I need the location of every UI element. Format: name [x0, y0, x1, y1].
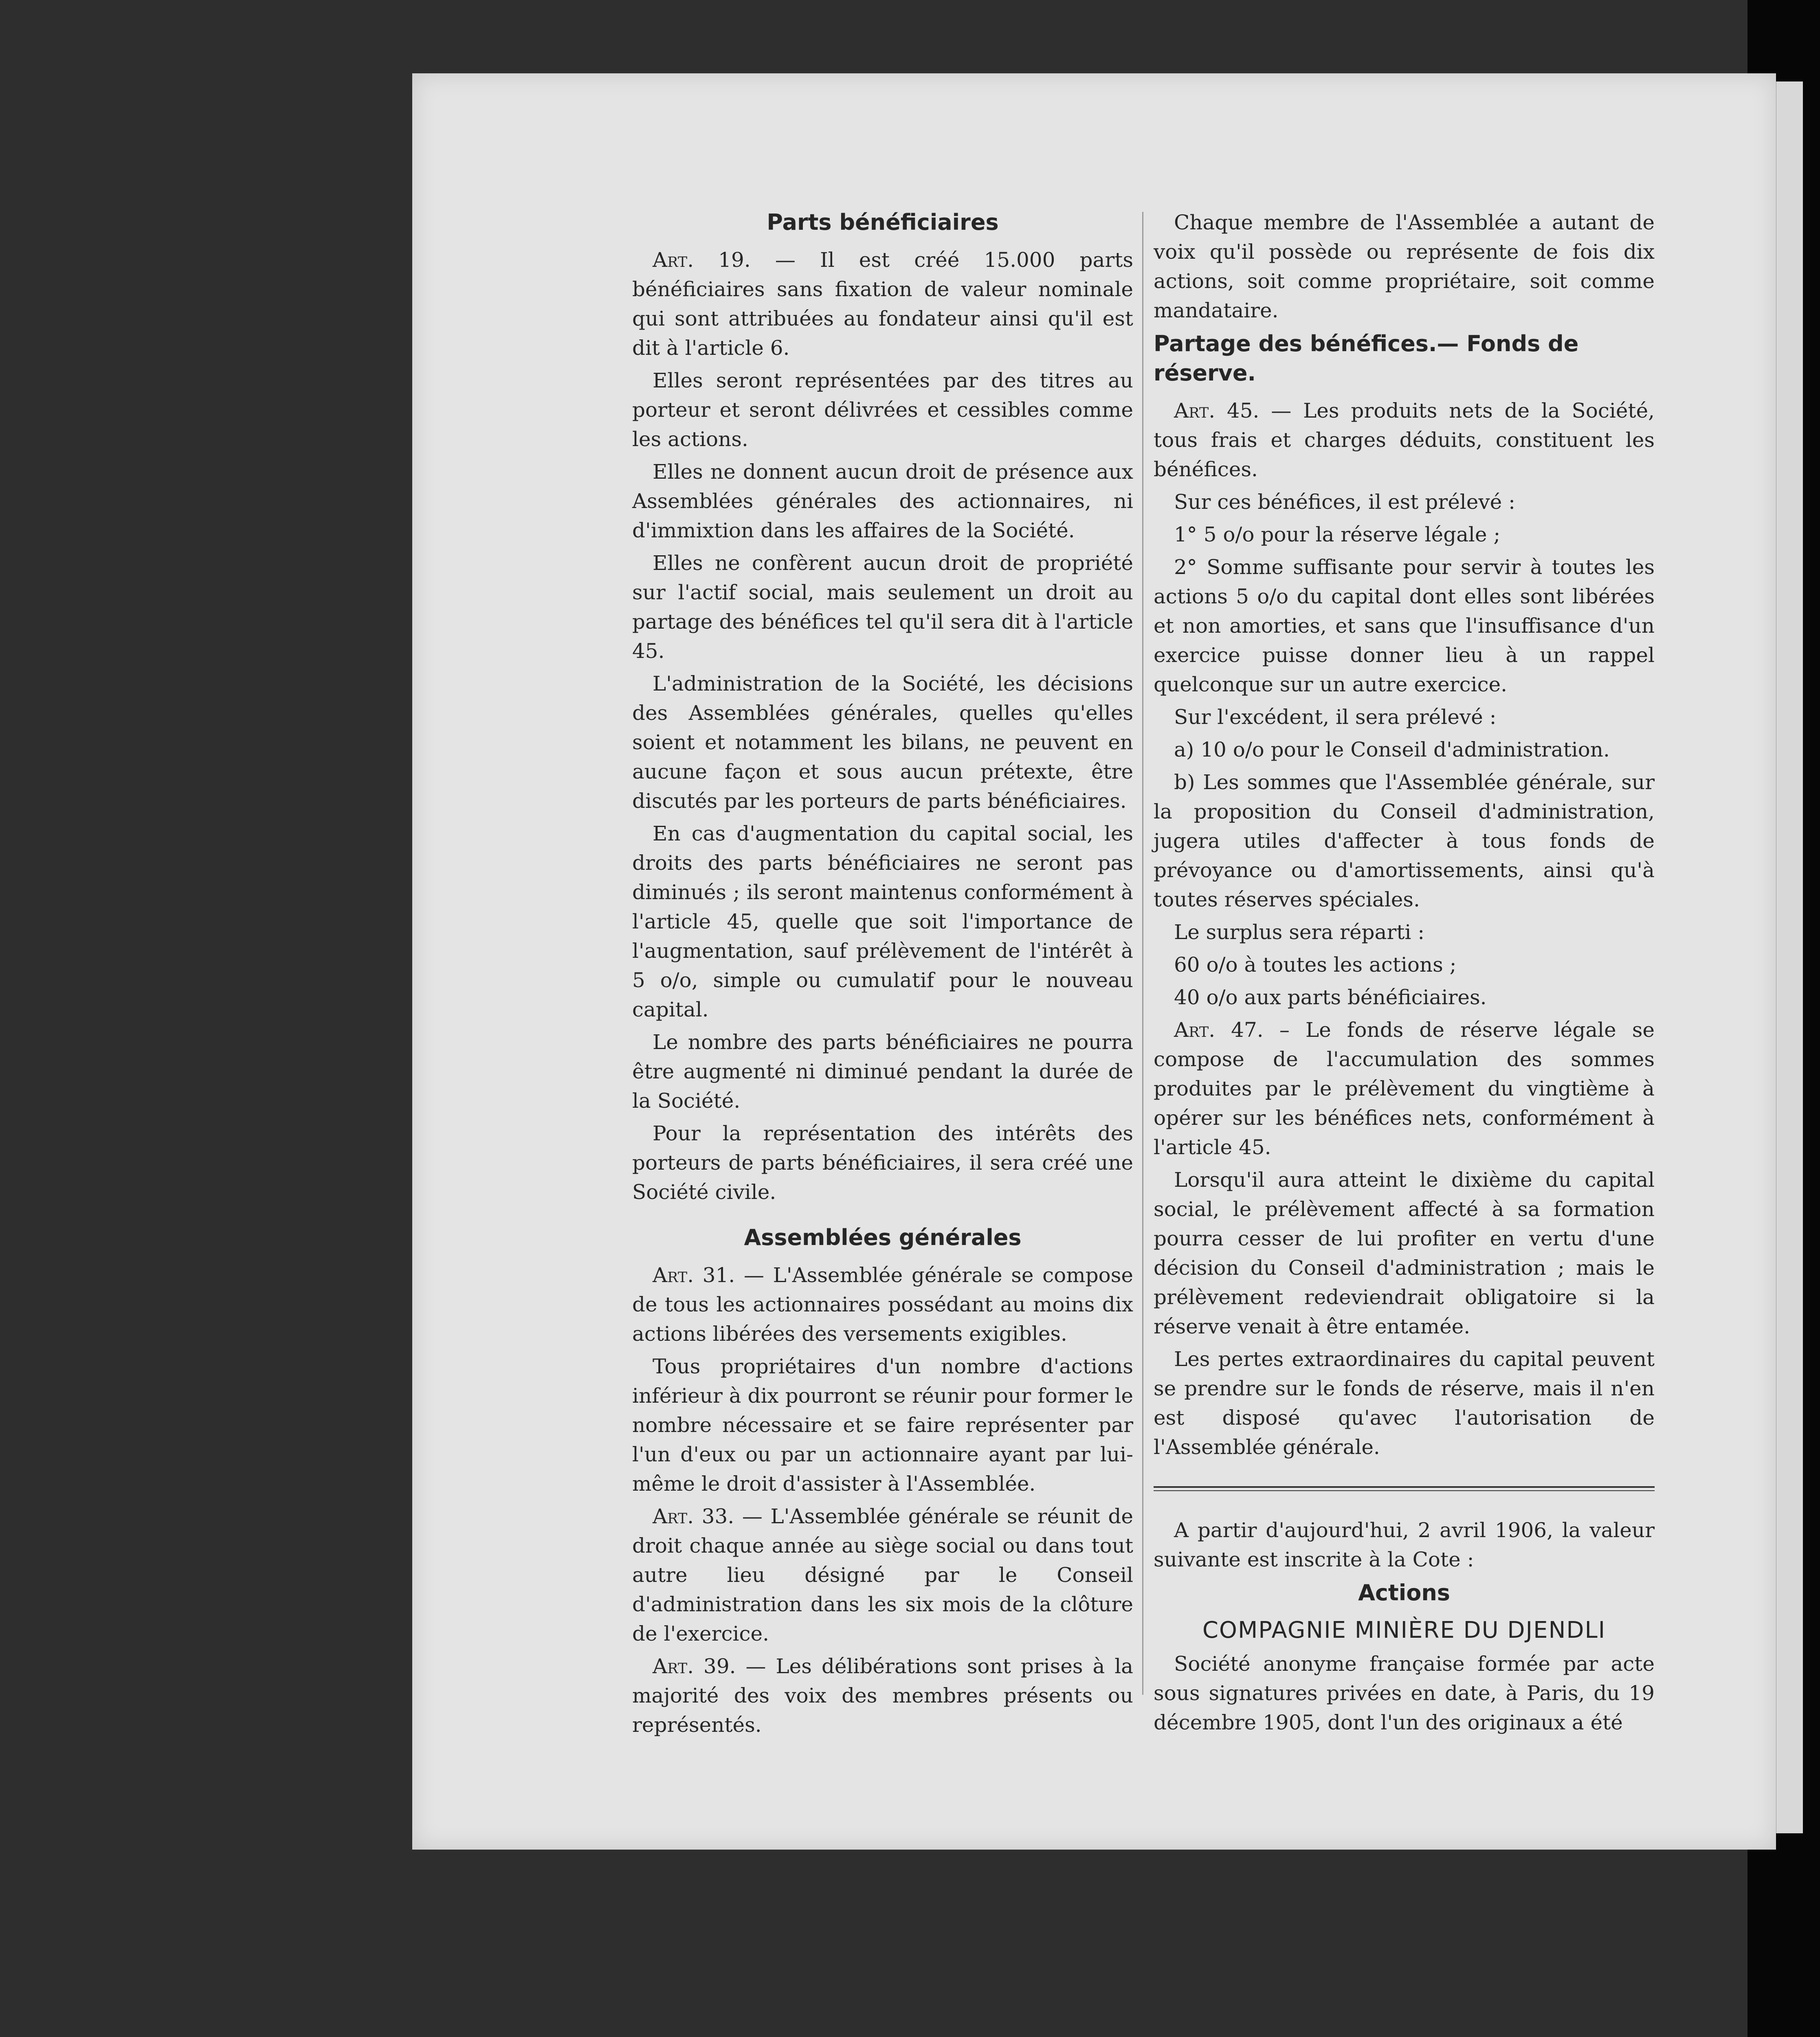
paragraph: Société anonyme française formée par acte sous signatures privées en date, à Paris, du 19 décembre 1905, dont l'un des originaux a été: [1154, 1652, 1655, 1734]
paragraph: Le surplus sera réparti :: [1174, 920, 1425, 944]
paragraph: Art. 19. — Il est créé 15.000 parts bénéficiaires sans fixation de valeur nominale qui sont attribuées au fondateur ainsi qu'il est dit à l'article 6.: [632, 248, 1133, 360]
paragraph: L'administration de la Société, les décisions des Assemblées générales, quelles qu'elles soient et notamment les bilans, ne peuvent en aucune façon et sous aucun prétexte, être discutés par les porteurs de parts bénéficiaires.: [632, 672, 1133, 813]
paragraph: Tous propriétaires d'un nombre d'actions inférieur à dix pourront se réunir pour former le nombre nécessaire et se faire représenter par l'un d'eux ou par un actionnaire ayant par lui-même le droit d'assister à l'Assemblée.: [632, 1355, 1133, 1496]
paragraph: En cas d'augmentation du capital social, les droits des parts bénéficiaires ne seront pas diminués ; ils seront maintenus conformément à l'article 45, quelle que soit l'importance de l'augmentation, sauf prélèvement de l'intérêt à 5 o/o, simple ou cumulatif pour le nouveau capital.: [632, 822, 1133, 1021]
article-number: Art. 47.: [1174, 1018, 1264, 1042]
column-divider: [1142, 212, 1143, 1695]
right-column: [1154, 208, 1655, 1740]
paragraph: 1° 5 o/o pour la réserve légale ;: [1174, 523, 1501, 546]
paragraph: 60 o/o à toutes les actions ;: [1174, 953, 1457, 977]
heading-parts-beneficiaires: Parts bénéficiaires: [767, 209, 999, 235]
paragraph: Elles ne confèrent aucun droit de propriété sur l'actif social, mais seulement un droit au partage des bénéfices tel qu'il sera dit à l'article 45.: [632, 551, 1133, 663]
heading-partage-des-benefices: Partage des bénéfices.— Fonds de réserve.: [1154, 331, 1579, 386]
section-rule: [1154, 1486, 1655, 1488]
article-number: Art. 19.: [653, 248, 751, 272]
company-name: COMPAGNIE MINIÈRE DU DJENDLI: [1202, 1617, 1606, 1643]
article-number: Art. 45.: [1174, 399, 1259, 422]
paragraph: Elles seront représentées par des titres au porteur et seront délivrées et cessibles comme les actions.: [632, 369, 1133, 451]
paragraph: Sur ces bénéfices, il est prélevé :: [1174, 490, 1515, 514]
paragraph: Art. 31. — L'Assemblée générale se compose de tous les actionnaires possédant au moins dix actions libérées des versements exigibles.: [632, 1263, 1133, 1346]
paragraph: a) 10 o/o pour le Conseil d'administration.: [1174, 738, 1610, 761]
paragraph: Elles ne donnent aucun droit de présence aux Assemblées générales des actionnaires, ni d'immixtion dans les affaires de la Société.: [632, 460, 1133, 542]
paragraph: Lorsqu'il aura atteint le dixième du capital social, le prélèvement affecté à sa formation pourra cesser de lui profiter en vertu d'une décision du Conseil d'administration ; mais le prélèvement redeviendrait obligatoire si la réserve venait à être entamée.: [1154, 1168, 1655, 1338]
paragraph: A partir d'aujourd'hui, 2 avril 1906, la valeur suivante est inscrite à la Cote :: [1154, 1518, 1655, 1571]
paragraph: b) Les sommes que l'Assemblée générale, sur la proposition du Conseil d'administration, jugera utiles d'affecter à tous fonds de prévoyance ou d'amortissements, ainsi qu'à toutes réserves spéciales.: [1154, 770, 1655, 911]
paragraph: Art. 39. — Les délibérations sont prises à la majorité des voix des membres présents ou représentés.: [632, 1654, 1133, 1737]
next-page-edge: [1774, 81, 1803, 1833]
heading-assemblees-generales: Assemblées générales: [744, 1225, 1022, 1250]
article-number: Art. 31.: [653, 1263, 735, 1287]
paragraph: Art. 45. — Les produits nets de la Société, tous frais et charges déduits, constituent les bénéfices.: [1154, 399, 1655, 481]
left-column: [632, 208, 1133, 1743]
paragraph: 40 o/o aux parts bénéficiaires.: [1174, 986, 1487, 1009]
document-page: [412, 73, 1776, 1850]
paragraph: Le nombre des parts bénéficiaires ne pourra être augmenté ni diminué pendant la durée de la Société.: [632, 1030, 1133, 1113]
paragraph: Sur l'excédent, il sera prélevé :: [1174, 705, 1497, 729]
paragraph: Pour la représentation des intérêts des porteurs de parts bénéficiaires, il sera créé une Société civile.: [632, 1122, 1133, 1204]
paragraph: Art. 33. — L'Assemblée générale se réunit de droit chaque année au siège social ou dans tout autre lieu désigné par le Conseil d'administration dans les six mois de la clôture de l'exercice.: [632, 1505, 1133, 1645]
section-rule-thin: [1154, 1490, 1655, 1491]
heading-actions: Actions: [1358, 1580, 1450, 1606]
paragraph: Chaque membre de l'Assemblée a autant de voix qu'il possède ou représente de fois dix actions, soit comme propriétaire, soit comme mandataire.: [1154, 211, 1655, 322]
paragraph: Les pertes extraordinaires du capital peuvent se prendre sur le fonds de réserve, mais il n'en est disposé qu'avec l'autorisation de l'Assemblée générale.: [1154, 1347, 1655, 1459]
article-number: Art. 39.: [653, 1654, 736, 1678]
article-number: Art. 33.: [653, 1505, 734, 1528]
paragraph: 2° Somme suffisante pour servir à toutes les actions 5 o/o du capital dont elles sont libérées et non amorties, et sans que l'insuffisance d'un exercice puisse donner lieu à un rappel quelconque sur un autre exercice.: [1154, 555, 1655, 696]
paragraph: Art. 47. – Le fonds de réserve légale se compose de l'accumulation des sommes produites par le prélèvement du vingtième à opérer sur les bénéfices nets, conformément à l'article 45.: [1154, 1018, 1655, 1159]
